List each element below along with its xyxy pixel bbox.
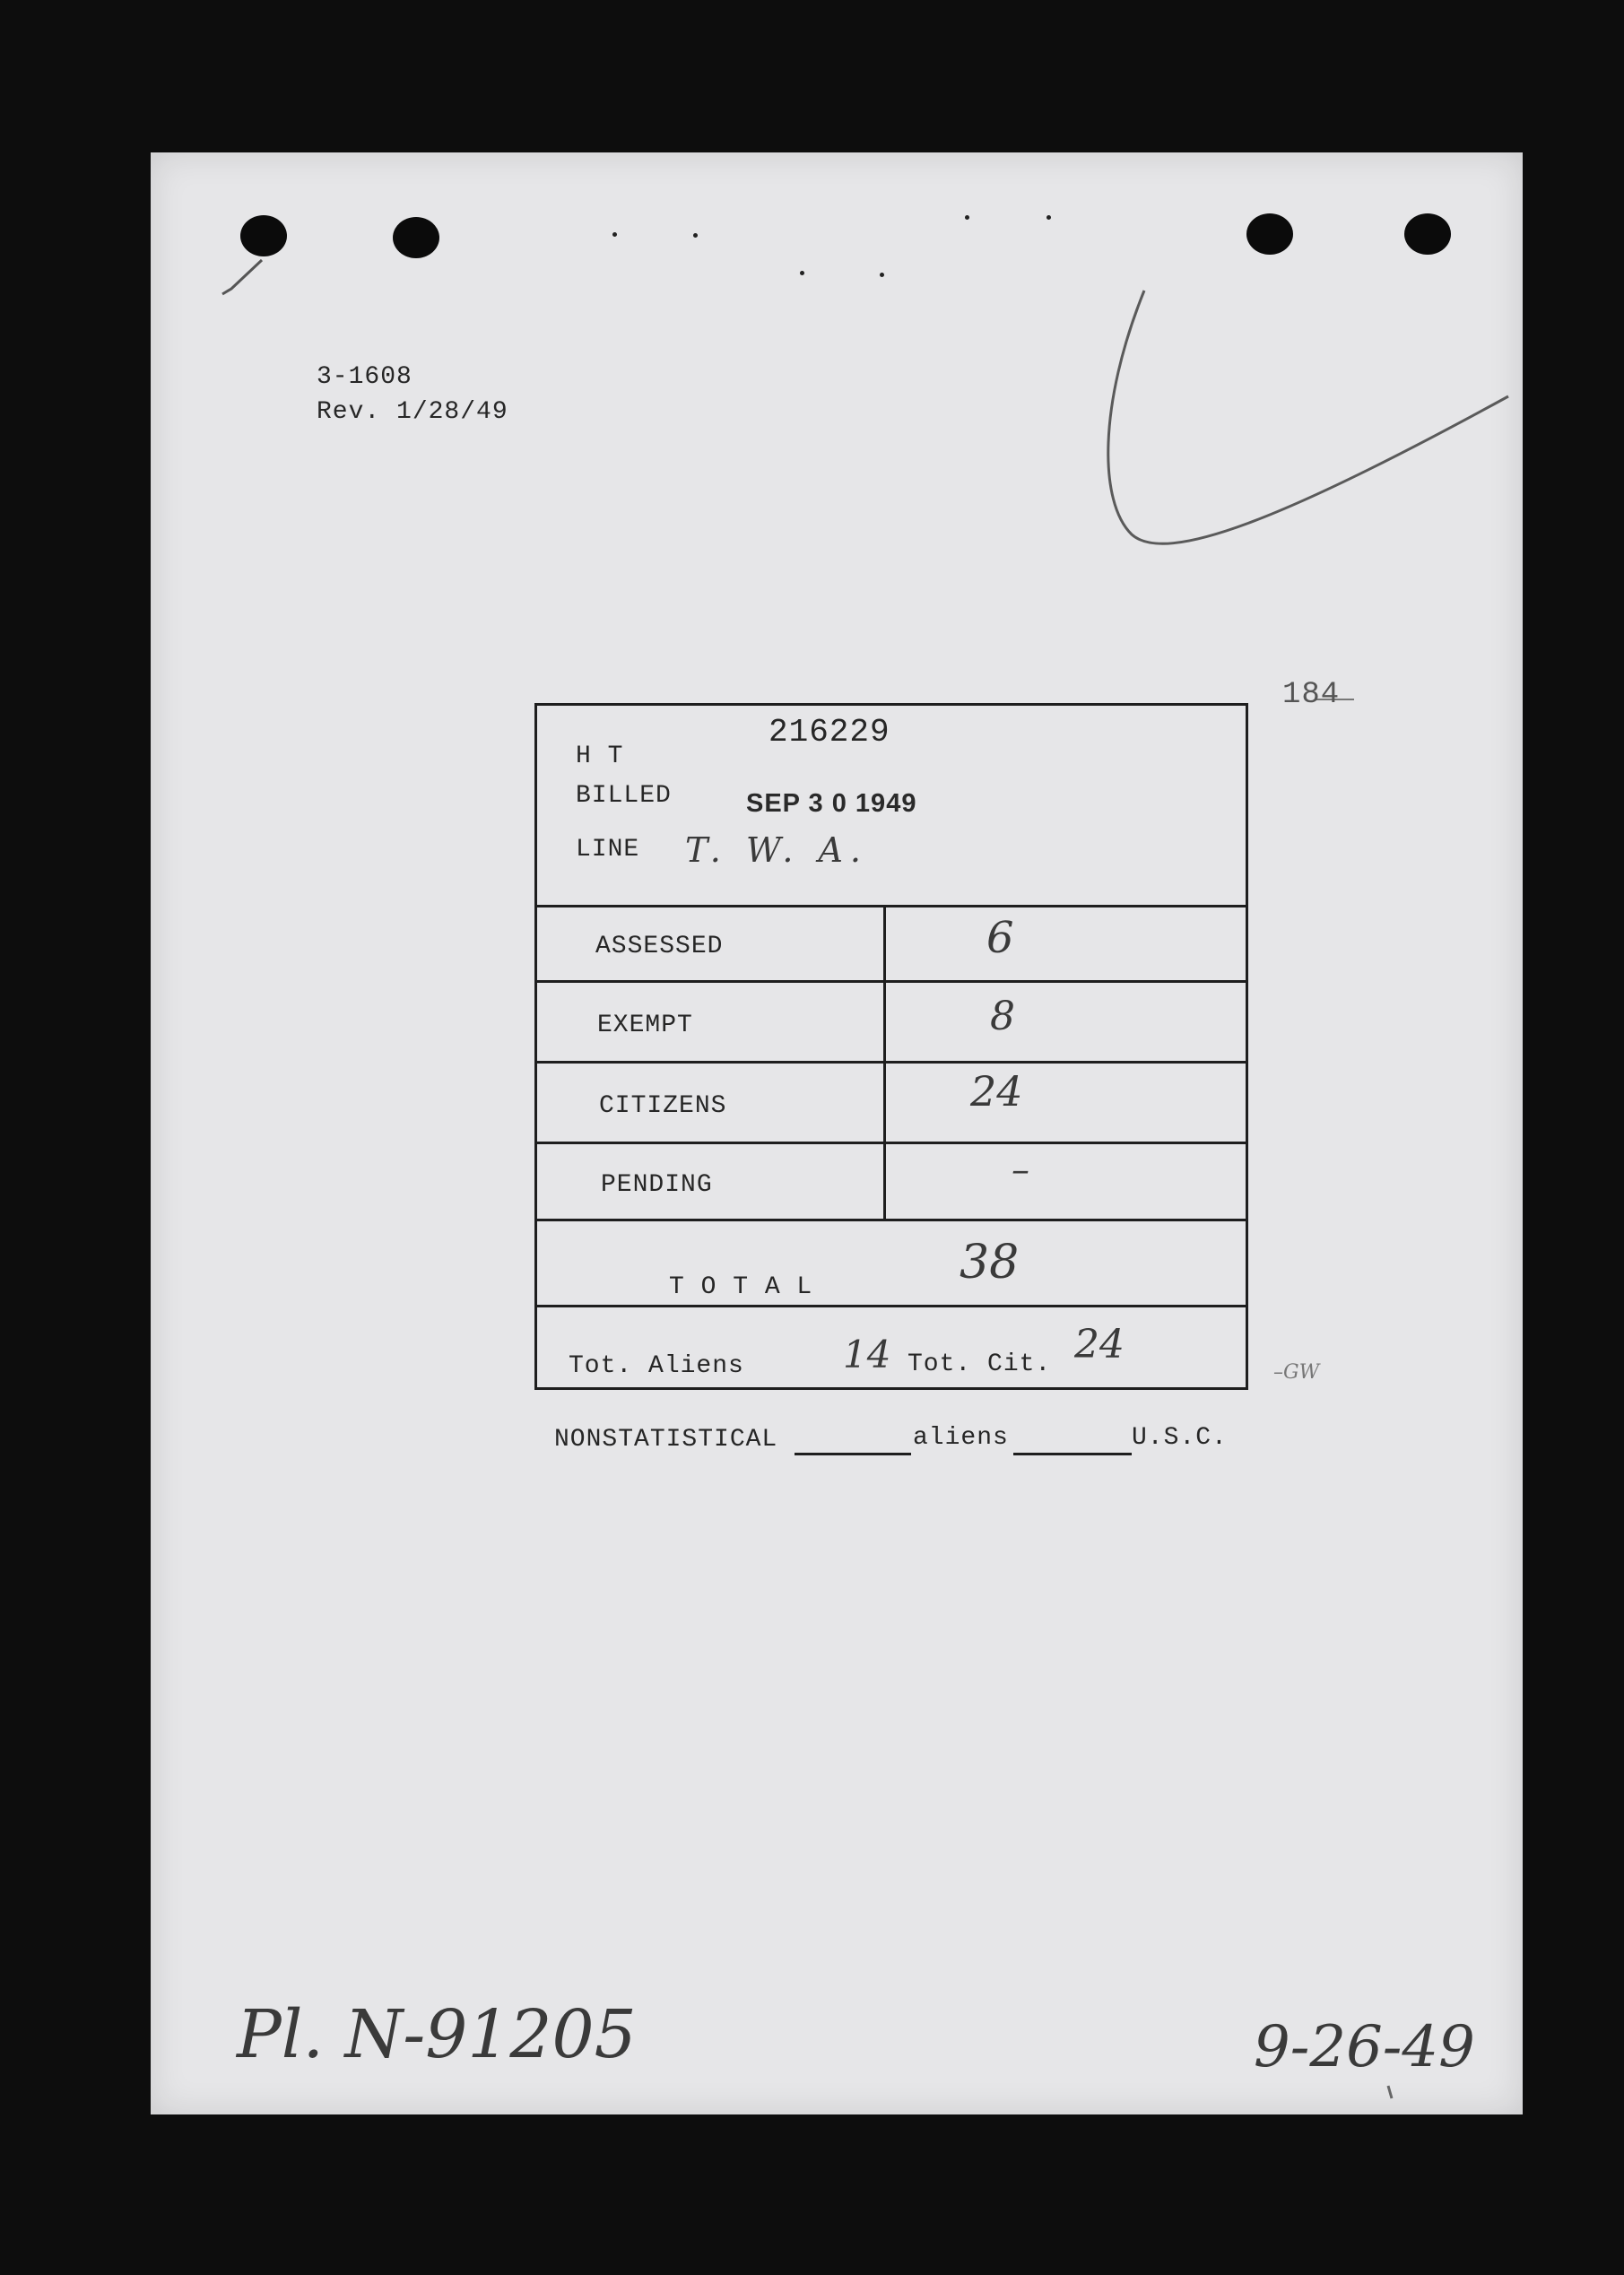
- handwritten-date: 9-26-49: [1254, 2014, 1475, 2080]
- page-number: 184: [1282, 678, 1341, 712]
- aliens-label: aliens: [913, 1424, 1009, 1452]
- total-aliens-value: 14: [843, 1333, 891, 1376]
- line-label: LINE: [576, 836, 640, 864]
- pencil-mark: [1388, 2086, 1392, 2098]
- pencil-curve-mark: [1108, 291, 1508, 543]
- nonstatistical-aliens-blank: [795, 1453, 911, 1455]
- exempt-value: 8: [990, 994, 1015, 1039]
- line-value: T. W. A.: [685, 830, 869, 870]
- exempt-label: EXEMPT: [597, 1012, 693, 1039]
- citizens-value: 24: [970, 1067, 1023, 1116]
- citizens-label: CITIZENS: [599, 1092, 727, 1120]
- assessed-label: ASSESSED: [595, 933, 724, 960]
- ht-label: H T: [576, 742, 624, 770]
- total-citizens-label: Tot. Cit.: [908, 1350, 1052, 1378]
- total-value: 38: [960, 1236, 1020, 1289]
- pending-value: –: [1012, 1150, 1029, 1191]
- revision-date: Rev. 1/28/49: [317, 398, 508, 426]
- usc-label: U.S.C.: [1132, 1424, 1228, 1452]
- assessed-value: 6: [986, 913, 1014, 963]
- nonstatistical-label: NONSTATISTICAL: [554, 1426, 778, 1454]
- check-mark-icon: [222, 260, 262, 294]
- billed-label: BILLED: [576, 782, 672, 810]
- nonstatistical-usc-blank: [1013, 1453, 1132, 1455]
- total-label: T O T A L: [669, 1273, 813, 1301]
- pending-label: PENDING: [601, 1171, 713, 1199]
- record-number: 216229: [769, 714, 890, 751]
- total-citizens-value: 24: [1074, 1322, 1125, 1368]
- form-number: 3-1608: [317, 363, 413, 391]
- total-aliens-label: Tot. Aliens: [569, 1352, 744, 1380]
- billed-date-stamp: SEP 3 0 1949: [746, 789, 917, 818]
- initials: –GW: [1273, 1361, 1320, 1384]
- reference-number: Pl. N-91205: [237, 1996, 637, 2073]
